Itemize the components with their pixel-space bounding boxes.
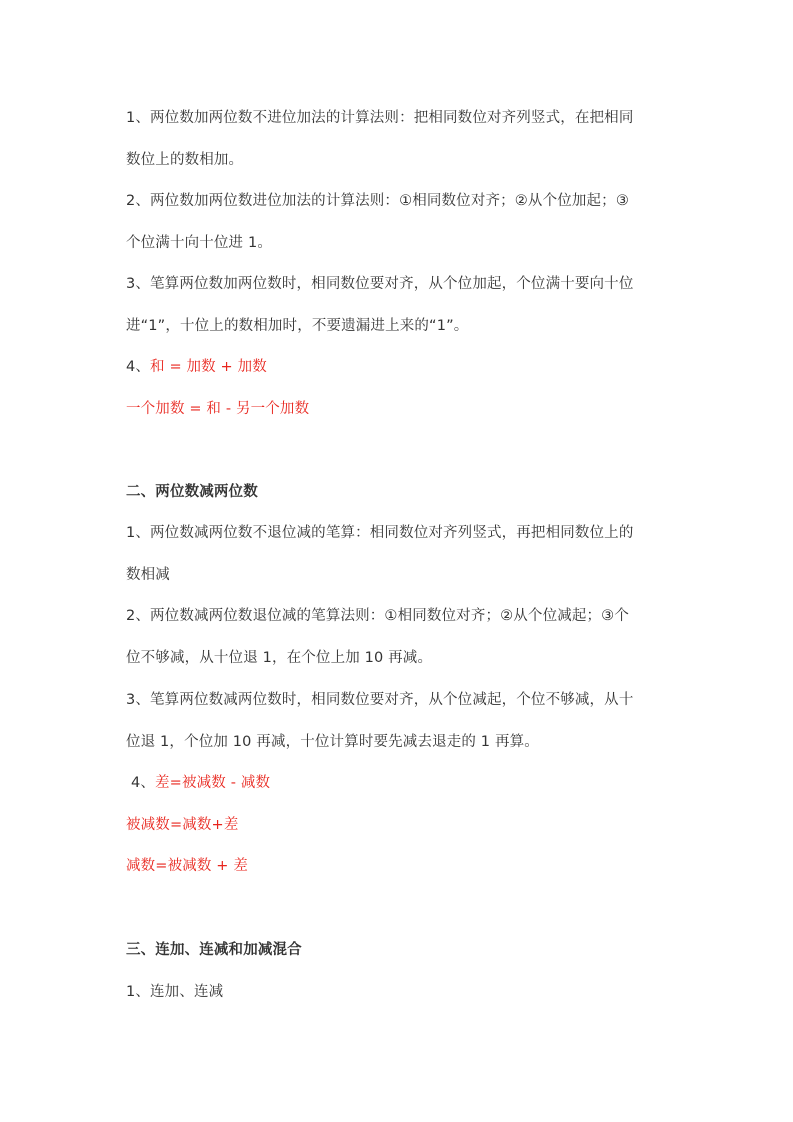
subtraction-written-rule-line2: 位退 1，个位加 10 再减，十位计算时要先减去退走的 1 再算。: [126, 734, 539, 750]
addend-formula: 一个加数 = 和 - 另一个加数: [126, 401, 310, 417]
addition-carry-rule-line1: 2、两位数加两位数进位加法的计算法则：①相同数位对齐；②从个位加起；③: [126, 193, 629, 209]
addition-written-rule-line1: 3、笔算两位数加两位数时，相同数位要对齐，从个位加起，个位满十要向十位: [126, 276, 634, 292]
item-number: 4、: [126, 359, 151, 375]
sum-formula-line: [126, 357, 671, 377]
difference-formula: 差=被减数 - 减数: [155, 775, 271, 791]
subtraction-borrow-rule-line2: 位不够减，从十位退 1，在个位上加 10 再减。: [126, 650, 433, 666]
section-heading-mixed-operations: 三、连加、连减和加减混合: [126, 942, 302, 958]
subtraction-no-borrow-rule-line1: 1、两位数减两位数不退位减的笔算：相同数位对齐列竖式，再把相同数位上的: [126, 525, 634, 541]
subtrahend-formula: 减数=被减数 + 差: [126, 858, 249, 874]
subtraction-borrow-rule-line1: 2、两位数减两位数退位减的笔算法则：①相同数位对齐；②从个位减起；③个: [126, 608, 629, 624]
consecutive-operations-item: 1、连加、连减: [126, 984, 224, 1000]
sum-formula: 和 = 加数 + 加数: [150, 359, 267, 375]
addition-no-carry-rule-line1: 1、两位数加两位数不进位加法的计算法则：把相同数位对齐列竖式，在把相同: [126, 110, 634, 126]
addition-carry-rule-line2: 个位满十向十位进 1。: [126, 235, 272, 251]
subtraction-written-rule-line1: 3、笔算两位数减两位数时，相同数位要对齐，从个位减起，个位不够减，从十: [126, 692, 634, 708]
minuend-formula: 被减数=减数+差: [126, 817, 239, 833]
section-heading-subtraction: 二、两位数减两位数: [126, 484, 258, 500]
difference-formula-line: [131, 773, 676, 793]
addition-no-carry-rule-line2: 数位上的数相加。: [126, 152, 244, 168]
addition-written-rule-line2: 进“1”，十位上的数相加时，不要遗漏进上来的“1”。: [126, 318, 469, 334]
item-number: 4、: [131, 775, 156, 791]
subtraction-no-borrow-rule-line2: 数相减: [126, 567, 170, 583]
